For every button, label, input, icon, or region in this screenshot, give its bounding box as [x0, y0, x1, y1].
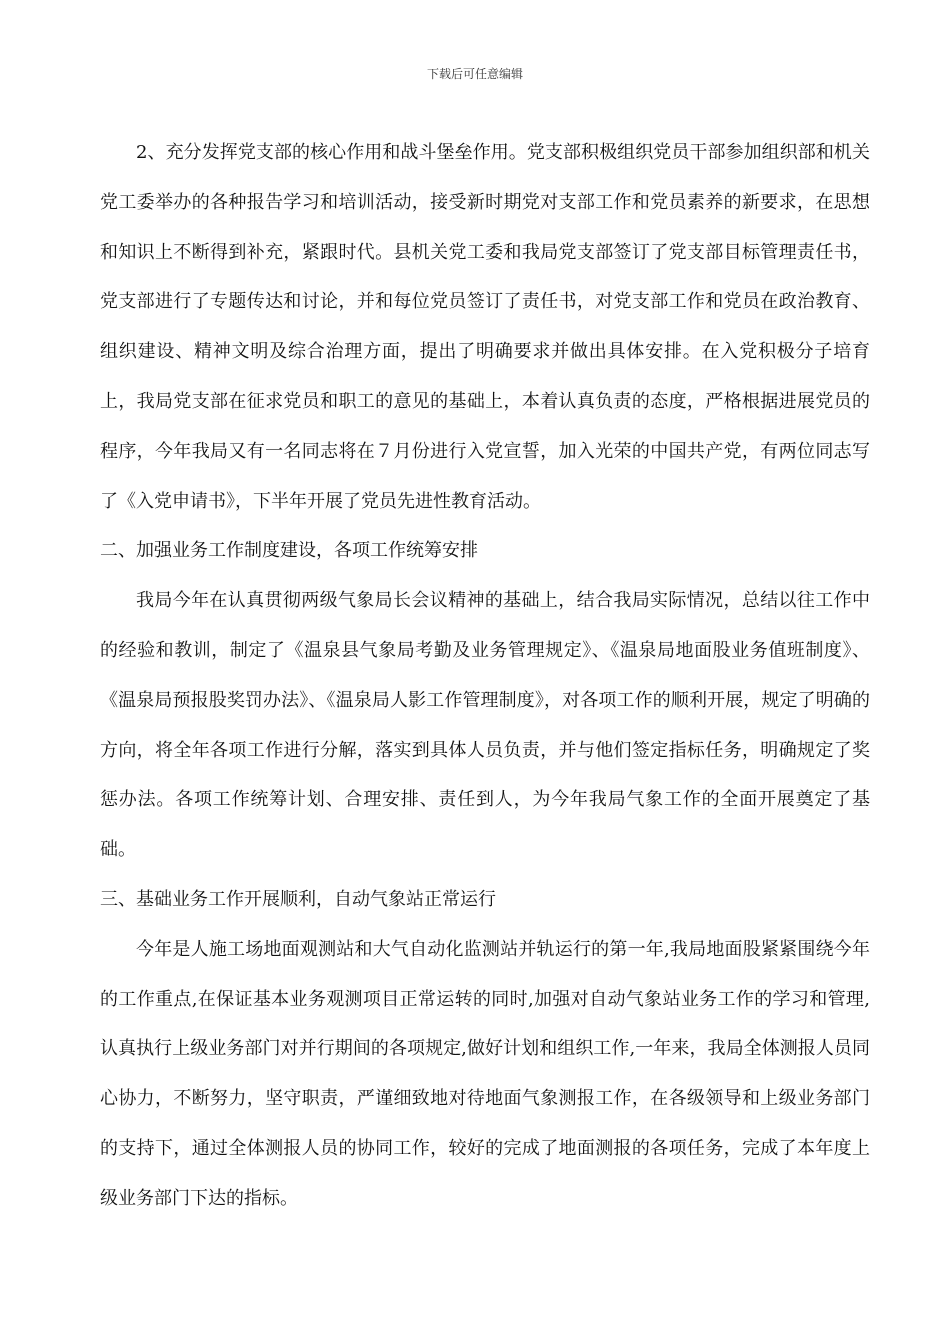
- paragraph-business-system: 我局今年在认真贯彻两级气象局长会议精神的基础上，结合我局实际情况，总结以往工作中的经验和教训，制定了《温泉县气象局考勤及业务管理规定》、《温泉局地面股业务值班制度》、《温泉局预报股奖罚办法》、《温泉局人影工作管理制度》，对各项工作的顺利开展，规定了明确的方向，将全年各项工作进行分解，落实到具体人员负责，并与他们签定指标任务，明确规定了奖惩办法。各项工作统筹计划、合理安排、责任到人，为今年我局气象工作的全面开展奠定了基础。: [100, 590, 870, 861]
- paragraph-party-branch-role: 2、充分发挥党支部的核心作用和战斗堡垒作用。党支部积极组织党员干部参加组织部和机关党工委举办的各种报告学习和培训活动，接受新时期党对支部工作和党员素养的新要求，在思想和知识上不断得到补充，紧跟时代。县机关党工委和我局党支部签订了党支部目标管理责任书，党支部进行了专题传达和讨论，并和每位党员签订了责任书，对党支部工作和党员在政治教育、组织建设、精神文明及综合治理方面，提出了明确要求并做出具体安排。在入党积极分子培育上，我局党支部在征求党员和职工的意见的基础上，本着认真负责的态度，严格根据进展党员的程序，今年我局又有一名同志将在７月份进行入党宣誓，加入光荣的中国共产党，有两位同志写了《入党申请书》，下半年开展了党员先进性教育活动。: [100, 142, 870, 512]
- section-heading-two: 二、加强业务工作制度建设，各项工作统筹安排: [100, 540, 478, 562]
- section-heading-three: 三、基础业务工作开展顺利，自动气象站正常运行: [100, 888, 496, 910]
- page-header-note: 下载后可任意编辑: [426, 67, 523, 81]
- document-body: [100, 128, 870, 1224]
- paragraph-basic-operations: 今年是人施工场地面观测站和大气自动化监测站并轨运行的第一年,我局地面股紧紧围绕今年的工作重点,在保证基本业务观测项目正常运转的同时,加强对自动气象站业务工作的学习和管理,认真执行上级业务部门对并行期间的各项规定,做好计划和组织工作,一年来，我局全体测报人员同心协力，不断努力，坚守职责，严谨细致地对待地面气象测报工作，在各级领导和上级业务部门的支持下，通过全体测报人员的协同工作，较好的完成了地面测报的各项任务，完成了本年度上级业务部门下达的指标。: [100, 938, 870, 1209]
